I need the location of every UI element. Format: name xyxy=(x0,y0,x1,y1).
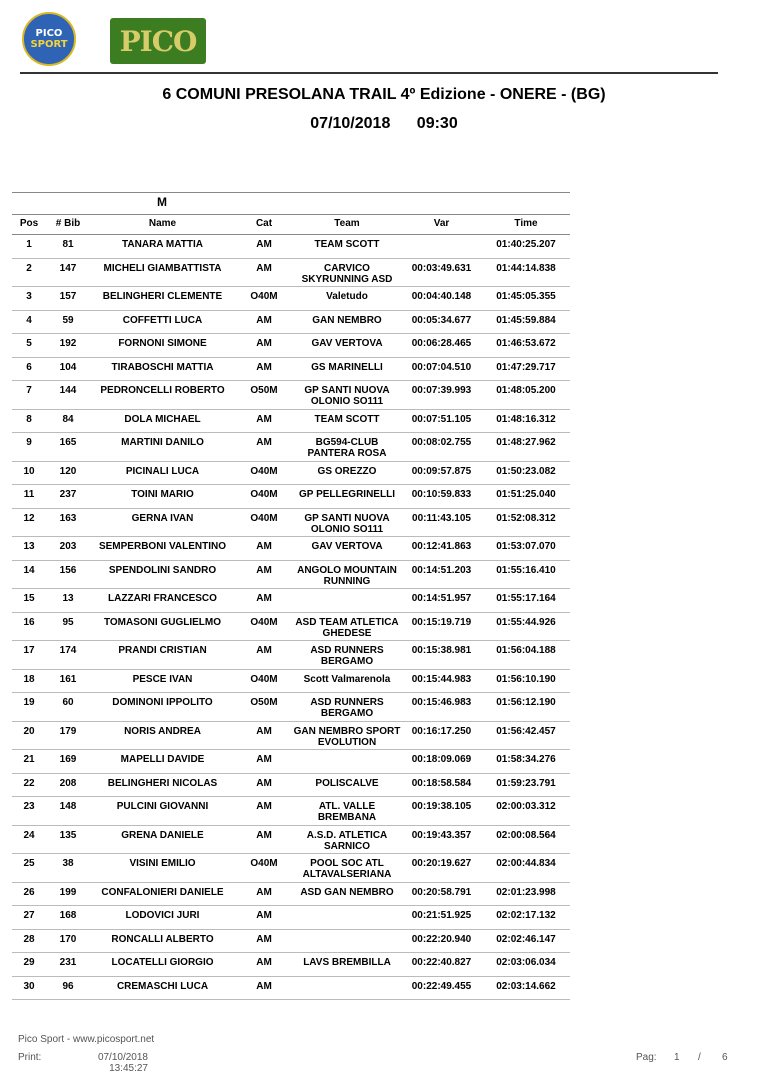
header-divider xyxy=(20,72,718,74)
table-row xyxy=(12,930,570,954)
table-row xyxy=(12,561,570,590)
cell-bib: 157 xyxy=(59,291,77,302)
cell-cat: O40M xyxy=(250,858,278,869)
cell-cat: AM xyxy=(256,338,272,349)
table-row xyxy=(12,693,570,722)
cell-time: 02:00:08.564 xyxy=(496,829,556,841)
cell-pos: 16 xyxy=(23,616,35,628)
col-header-time: Time xyxy=(514,218,538,229)
cell-var: 00:18:58.584 xyxy=(411,777,472,789)
cell-pos: 23 xyxy=(23,801,35,812)
cell-bib: 174 xyxy=(59,645,77,656)
cell-pos: 3 xyxy=(26,291,32,302)
cell-time: 01:48:05.200 xyxy=(496,385,556,396)
cell-bib: 120 xyxy=(59,465,77,477)
cell-bib: 135 xyxy=(59,829,77,841)
table-row xyxy=(12,410,570,434)
cell-bib: 147 xyxy=(59,262,77,274)
cell-bib: 237 xyxy=(59,489,77,500)
cell-time: 01:55:44.926 xyxy=(496,616,556,628)
cell-bib: 170 xyxy=(59,933,77,945)
cell-time: 01:56:12.190 xyxy=(496,697,556,708)
cell-cat: AM xyxy=(256,829,272,841)
cell-bib: 208 xyxy=(59,777,77,789)
cell-team: TEAM SCOTT xyxy=(314,413,380,425)
cell-pos: 8 xyxy=(26,413,32,425)
cell-var: 00:20:19.627 xyxy=(411,858,472,869)
cell-bib: 163 xyxy=(59,512,77,524)
cell-var: 00:22:20.940 xyxy=(411,933,472,945)
cell-cat: AM xyxy=(256,413,272,425)
cell-bib: 192 xyxy=(59,338,77,349)
cell-var: 00:15:44.983 xyxy=(411,673,472,685)
cell-pos: 11 xyxy=(23,489,35,500)
cell-time: 01:55:16.410 xyxy=(496,564,556,576)
cell-bib: 60 xyxy=(62,697,74,708)
cell-cat: AM xyxy=(256,437,272,448)
cell-bib: 165 xyxy=(59,437,77,448)
category-label: M xyxy=(12,192,570,214)
cell-time: 02:00:44.834 xyxy=(496,858,556,869)
event-time: 09:30 xyxy=(416,115,458,132)
cell-team: Scott Valmarenola xyxy=(303,673,391,685)
cell-bib: 13 xyxy=(62,593,74,604)
footer-print-time: 13:45:27 xyxy=(109,1063,148,1074)
cell-team: GS OREZZO xyxy=(317,465,377,477)
table-row xyxy=(12,722,570,751)
cell-name: PICINALI LUCA xyxy=(125,465,200,477)
cell-team: GAN NEMBRO xyxy=(312,314,382,326)
cell-team: BG594-CLUB PANTERA ROSA xyxy=(307,437,387,459)
cell-time: 01:46:53.672 xyxy=(496,338,556,349)
cell-var: 00:06:28.465 xyxy=(411,338,472,349)
cell-cat: AM xyxy=(256,593,272,604)
cell-var: 00:18:09.069 xyxy=(411,754,472,765)
cell-name: CONFALONIERI DANIELE xyxy=(101,886,224,898)
table-row xyxy=(12,462,570,486)
table-row xyxy=(12,613,570,642)
cell-var: 00:16:17.250 xyxy=(411,725,472,737)
page-title: 6 COMUNI PRESOLANA TRAIL 4º Edizione - ONERE - (BG) xyxy=(162,86,606,103)
cell-pos: 2 xyxy=(26,262,32,274)
cell-var: 00:14:51.203 xyxy=(411,564,472,576)
cell-name: TOMASONI GUGLIELMO xyxy=(103,616,222,628)
cell-cat: AM xyxy=(256,541,272,552)
cell-bib: 148 xyxy=(59,801,77,812)
cell-team xyxy=(293,910,401,929)
cell-team: A.S.D. ATLETICA SARNICO xyxy=(306,829,388,852)
cell-name: DOLA MICHAEL xyxy=(124,413,201,425)
table-row xyxy=(12,670,570,694)
cell-time: 01:56:42.457 xyxy=(496,725,556,737)
cell-bib: 199 xyxy=(59,886,77,898)
footer-site: Pico Sport - www.picosport.net xyxy=(18,1034,155,1045)
cell-cat: AM xyxy=(256,239,272,250)
cell-pos: 9 xyxy=(26,437,32,448)
cell-bib: 95 xyxy=(62,616,74,628)
cell-time: 01:47:29.717 xyxy=(496,361,556,373)
cell-cat: AM xyxy=(256,777,272,789)
cell-time: 01:53:07.070 xyxy=(496,541,556,552)
cell-team: LAVS BREMBILLA xyxy=(303,957,391,968)
cell-pos: 19 xyxy=(23,697,35,708)
cell-pos: 12 xyxy=(23,512,35,524)
cell-cat: AM xyxy=(256,754,272,765)
table-row xyxy=(12,854,570,883)
cell-pos: 20 xyxy=(23,725,35,737)
cell-cat: AM xyxy=(256,801,272,812)
cell-pos: 26 xyxy=(23,886,35,898)
cell-name: DOMINONI IPPOLITO xyxy=(112,697,213,708)
table-row xyxy=(12,485,570,509)
col-header-cat: Cat xyxy=(255,218,273,229)
cell-time: 01:40:25.207 xyxy=(496,239,556,250)
cell-pos: 24 xyxy=(23,829,35,841)
cell-var: 00:22:49.455 xyxy=(411,980,472,992)
table-row xyxy=(12,641,570,670)
cell-name: BELINGHERI CLEMENTE xyxy=(102,291,223,302)
cell-name: CREMASCHI LUCA xyxy=(116,980,209,992)
page-current: 1 xyxy=(674,1052,680,1063)
cell-pos: 15 xyxy=(23,593,35,604)
cell-team: GP PELLEGRINELLI xyxy=(299,489,395,500)
cell-cat: O50M xyxy=(250,697,278,708)
table-row xyxy=(12,774,570,798)
cell-var: 00:20:58.791 xyxy=(411,886,472,898)
cell-team: GP SANTI NUOVA OLONIO SO111 xyxy=(304,385,390,407)
cell-cat: O40M xyxy=(250,291,278,302)
cell-name: TANARA MATTIA xyxy=(122,239,203,250)
col-header-name: Name xyxy=(148,218,177,229)
page-separator: / xyxy=(698,1052,701,1063)
cell-pos: 4 xyxy=(26,314,32,326)
cell-team: GAV VERTOVA xyxy=(311,338,383,349)
cell-team xyxy=(293,754,401,773)
cell-var: 00:21:51.925 xyxy=(411,910,472,921)
event-date: 07/10/2018 xyxy=(310,115,391,132)
cell-var: 00:04:40.148 xyxy=(411,291,472,302)
table-row xyxy=(12,977,570,1001)
cell-time: 02:01:23.998 xyxy=(496,886,556,898)
cell-team: Valetudo xyxy=(326,291,368,302)
logo-text-line2: SPORT xyxy=(30,39,68,50)
event-logo-text: PICO xyxy=(119,24,197,58)
cell-time: 01:48:16.312 xyxy=(496,413,556,425)
cell-cat: AM xyxy=(256,361,272,373)
cell-time: 01:52:08.312 xyxy=(496,512,556,524)
col-header-team: Team xyxy=(334,218,360,229)
cell-pos: 18 xyxy=(23,673,35,685)
cell-name: RONCALLI ALBERTO xyxy=(111,933,214,945)
cell-var: 00:15:19.719 xyxy=(411,616,472,628)
table-row xyxy=(12,433,570,462)
cell-cat: AM xyxy=(256,645,272,656)
table-row xyxy=(12,797,570,826)
cell-time: 01:56:04.188 xyxy=(496,645,556,656)
cell-name: BELINGHERI NICOLAS xyxy=(107,777,218,789)
logo-text-line1: PICO xyxy=(35,28,63,39)
cell-cat: AM xyxy=(256,314,272,326)
cell-team: ASD TEAM ATLETICA GHEDESE xyxy=(295,616,399,639)
cell-bib: 161 xyxy=(59,673,77,685)
cell-name: LAZZARI FRANCESCO xyxy=(108,593,217,604)
col-header-bib: # Bib xyxy=(55,218,81,229)
footer-print-date: 07/10/2018 xyxy=(97,1052,148,1063)
table-row xyxy=(12,381,570,410)
cell-var: 00:09:57.875 xyxy=(411,465,472,477)
cell-cat: O50M xyxy=(250,385,278,396)
footer-print-datetime xyxy=(86,1052,148,1074)
cell-time: 02:02:46.147 xyxy=(496,933,556,945)
cell-name: SPENDOLINI SANDRO xyxy=(108,564,217,576)
cell-team xyxy=(293,934,401,953)
table-row xyxy=(12,537,570,561)
cell-cat: AM xyxy=(256,262,272,274)
cell-name: FORNONI SIMONE xyxy=(118,338,207,349)
cell-var: 00:19:38.105 xyxy=(411,801,472,812)
cell-name: SEMPERBONI VALENTINO xyxy=(98,541,227,552)
cell-cat: O40M xyxy=(250,489,278,500)
cell-pos: 28 xyxy=(23,933,35,945)
cell-name: PULCINI GIOVANNI xyxy=(116,801,209,812)
cell-name: MAPELLI DAVIDE xyxy=(120,754,205,765)
table-row xyxy=(12,334,570,358)
footer-pagination xyxy=(636,1052,728,1063)
cell-pos: 29 xyxy=(23,957,35,968)
cell-time: 01:50:23.082 xyxy=(496,465,556,477)
table-row xyxy=(12,235,570,259)
cell-time: 02:03:06.034 xyxy=(496,957,556,968)
table-row xyxy=(12,883,570,907)
cell-name: LODOVICI JURI xyxy=(125,910,200,921)
table-row xyxy=(12,287,570,311)
cell-pos: 25 xyxy=(23,858,35,869)
cell-pos: 21 xyxy=(23,754,35,765)
cell-bib: 84 xyxy=(62,413,74,425)
cell-cat: AM xyxy=(256,564,272,576)
cell-team: GAV VERTOVA xyxy=(311,541,383,552)
cell-team: TEAM SCOTT xyxy=(314,239,380,250)
cell-pos: 5 xyxy=(26,338,32,349)
cell-pos: 17 xyxy=(23,645,35,656)
cell-time: 01:59:23.791 xyxy=(496,777,556,789)
cell-var: 00:10:59.833 xyxy=(411,489,472,500)
cell-bib: 96 xyxy=(62,980,74,992)
cell-bib: 59 xyxy=(62,314,74,326)
cell-time: 01:51:25.040 xyxy=(496,489,556,500)
table-row xyxy=(12,750,570,774)
cell-bib: 231 xyxy=(59,957,77,968)
cell-bib: 144 xyxy=(59,385,77,396)
cell-pos: 14 xyxy=(23,564,35,576)
cell-time: 01:45:59.884 xyxy=(496,314,556,326)
cell-pos: 22 xyxy=(23,777,35,789)
cell-cat: O40M xyxy=(250,512,278,524)
event-datetime xyxy=(0,115,768,133)
cell-name: GERNA IVAN xyxy=(131,512,194,524)
cell-pos: 10 xyxy=(23,465,35,477)
cell-team: GS MARINELLI xyxy=(311,361,383,373)
col-header-var: Var xyxy=(433,218,450,229)
cell-team xyxy=(293,981,401,1000)
cell-var: 00:15:46.983 xyxy=(411,697,472,708)
page-total: 6 xyxy=(722,1052,728,1063)
footer-print-label: Print: xyxy=(18,1052,42,1063)
cell-time: 01:45:05.355 xyxy=(496,291,556,302)
cell-cat: AM xyxy=(256,980,272,992)
cell-var xyxy=(401,239,482,258)
cell-cat: AM xyxy=(256,957,272,968)
cell-cat: AM xyxy=(256,886,272,898)
cell-var: 00:07:51.105 xyxy=(411,413,472,425)
cell-var: 00:07:04.510 xyxy=(411,361,472,373)
cell-time: 01:58:34.276 xyxy=(496,754,556,765)
pico-event-logo xyxy=(110,18,206,64)
cell-time: 02:00:03.312 xyxy=(496,801,556,812)
cell-team xyxy=(293,593,401,612)
cell-var: 00:11:43.105 xyxy=(412,512,471,524)
cell-bib: 168 xyxy=(59,910,77,921)
cell-name: TOINI MARIO xyxy=(131,489,194,500)
table-row xyxy=(12,906,570,930)
pico-sport-logo xyxy=(22,12,76,66)
page-label: Pag: xyxy=(636,1052,657,1063)
cell-name: NORIS ANDREA xyxy=(124,725,201,737)
cell-cat: AM xyxy=(256,725,272,737)
cell-var: 00:15:38.981 xyxy=(411,645,472,656)
table-row xyxy=(12,509,570,538)
cell-time: 01:55:17.164 xyxy=(496,593,556,604)
cell-var: 00:14:51.957 xyxy=(411,593,472,604)
cell-var: 00:19:43.357 xyxy=(411,829,472,841)
table-row xyxy=(12,358,570,382)
cell-team: ASD RUNNERS BERGAMO xyxy=(310,697,384,719)
cell-pos: 7 xyxy=(26,385,32,396)
cell-bib: 169 xyxy=(59,754,77,765)
cell-bib: 203 xyxy=(59,541,77,552)
cell-pos: 27 xyxy=(23,910,35,921)
cell-var: 00:22:40.827 xyxy=(411,957,472,968)
cell-time: 01:56:10.190 xyxy=(496,673,556,685)
table-row xyxy=(12,953,570,977)
cell-cat: O40M xyxy=(250,465,278,477)
table-header xyxy=(12,214,570,235)
cell-bib: 81 xyxy=(62,239,74,250)
table-row xyxy=(12,589,570,613)
cell-team: ASD GAN NEMBRO xyxy=(300,886,394,898)
cell-pos: 30 xyxy=(23,980,35,992)
cell-cat: O40M xyxy=(250,616,278,628)
cell-name: TIRABOSCHI MATTIA xyxy=(111,361,214,373)
cell-team: POLISCALVE xyxy=(315,777,379,789)
cell-bib: 156 xyxy=(59,564,77,576)
cell-var: 00:03:49.631 xyxy=(411,262,472,274)
cell-time: 02:03:14.662 xyxy=(496,980,556,992)
cell-name: MICHELI GIAMBATTISTA xyxy=(103,262,222,274)
cell-name: VISINI EMILIO xyxy=(129,858,196,869)
cell-name: COFFETTI LUCA xyxy=(122,314,203,326)
cell-var: 00:12:41.863 xyxy=(411,541,472,552)
cell-name: GRENA DANIELE xyxy=(121,829,204,841)
cell-team: GP SANTI NUOVA OLONIO SO111 xyxy=(304,512,390,535)
table-row xyxy=(12,311,570,335)
cell-name: LOCATELLI GIORGIO xyxy=(111,957,214,968)
cell-team: CARVICO SKYRUNNING ASD xyxy=(301,262,393,285)
cell-var: 00:08:02.755 xyxy=(411,437,472,448)
cell-cat: AM xyxy=(256,910,272,921)
cell-bib: 38 xyxy=(62,858,74,869)
cell-var: 00:05:34.677 xyxy=(411,314,472,326)
cell-time: 02:02:17.132 xyxy=(496,910,556,921)
cell-cat: AM xyxy=(256,933,272,945)
results-table xyxy=(12,192,570,1000)
cell-bib: 104 xyxy=(59,361,77,373)
cell-team: GAN NEMBRO SPORT EVOLUTION xyxy=(293,725,401,748)
cell-name: PRANDI CRISTIAN xyxy=(118,645,207,656)
cell-var: 00:07:39.993 xyxy=(411,385,472,396)
cell-name: PESCE IVAN xyxy=(132,673,193,685)
table-row xyxy=(12,826,570,855)
cell-cat: O40M xyxy=(250,673,278,685)
cell-team: POOL SOC ATL ALTAVALSERIANA xyxy=(302,858,392,880)
cell-team: ANGOLO MOUNTAIN RUNNING xyxy=(297,564,397,587)
col-header-pos: Pos xyxy=(19,218,39,229)
cell-pos: 13 xyxy=(23,541,35,552)
cell-pos: 1 xyxy=(26,239,32,250)
cell-bib: 179 xyxy=(59,725,77,737)
cell-name: PEDRONCELLI ROBERTO xyxy=(100,385,225,396)
cell-team: ASD RUNNERS BERGAMO xyxy=(310,645,384,667)
cell-name: MARTINI DANILO xyxy=(121,437,204,448)
cell-pos: 6 xyxy=(26,361,32,373)
cell-team: ATL. VALLE BREMBANA xyxy=(317,801,377,823)
table-row xyxy=(12,259,570,288)
cell-time: 01:48:27.962 xyxy=(496,437,556,448)
table-body xyxy=(12,235,570,1000)
cell-time: 01:44:14.838 xyxy=(496,262,556,274)
